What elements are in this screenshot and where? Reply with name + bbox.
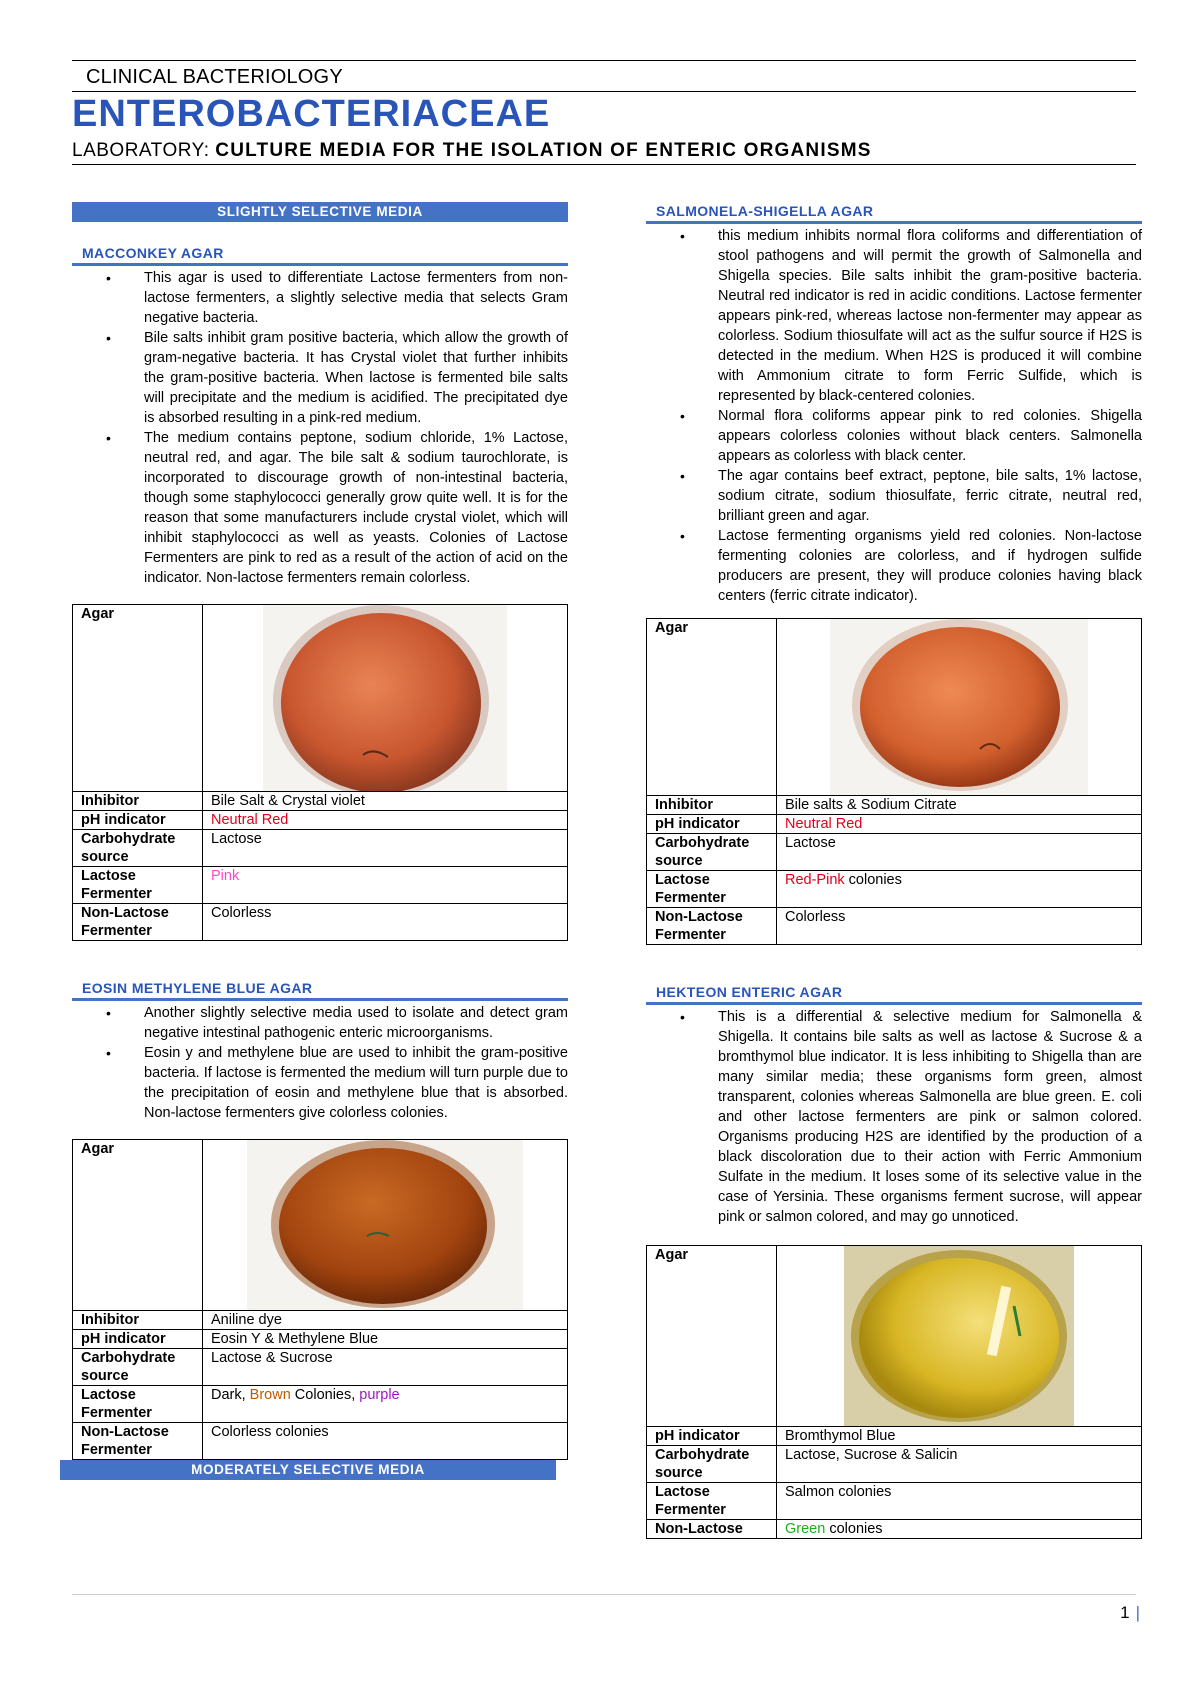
agar-label: Agar — [647, 619, 777, 796]
moderately-selective-bar: MODERATELY SELECTIVE MEDIA — [60, 1460, 556, 1480]
document-header — [72, 60, 1136, 165]
page-title: ENTEROBACTERIACEAE — [72, 93, 551, 135]
ss-table — [646, 618, 1142, 945]
inhibitor-label: Inhibitor — [73, 1311, 203, 1330]
page-number — [1120, 1603, 1140, 1623]
agar-label: Agar — [73, 605, 203, 792]
petri-dish-icon — [263, 605, 507, 791]
lab-title: CULTURE MEDIA FOR THE ISOLATION OF ENTERIC ORGANISMS — [215, 140, 872, 161]
macconkey-bullets — [72, 268, 568, 588]
macconkey-plate-image — [263, 605, 507, 791]
lactose-fermenter-label: Lactose Fermenter — [647, 871, 777, 908]
list-item: • Lactose fermenting organisms yield red colonies. Non-lactose fermenting colonies are colorless, and if hydrogen sulfide producers are present, they will produce colonies having black centers (ferric citrate indicator). — [718, 526, 1142, 606]
carbohydrate-value: Lactose & Sucrose — [203, 1349, 568, 1386]
list-item: • The agar contains beef extract, peptone, bile salts, 1% lactose, sodium citrate, sodium thiosulfate, ferric citrate, neutral red, brilliant green and agar. — [718, 466, 1142, 526]
lactose-fermenter-value: Dark, Brown Colonies, purple — [203, 1386, 568, 1423]
list-item: • Eosin y and methylene blue are used to inhibit the gram-positive bacteria. If lactose is fermented the medium will turn purple due to the precipitation of eosin and methylene blue that is absorbed. Non-lactose fermenters give colorless colonies. — [144, 1043, 568, 1123]
lactose-fermenter-value: Salmon colonies — [777, 1483, 1142, 1520]
page-number-separator: | — [1135, 1603, 1140, 1622]
emb-bullets — [72, 1003, 568, 1123]
inhibitor-value: Aniline dye — [203, 1311, 568, 1330]
lactose-fermenter-value: Red-Pink colonies — [777, 871, 1142, 908]
carbohydrate-value: Lactose, Sucrose & Salicin — [777, 1446, 1142, 1483]
carbohydrate-label: Carbohydrate source — [647, 834, 777, 871]
right-column — [646, 202, 1142, 1539]
list-item: • Another slightly selective media used to isolate and detect gram negative intestinal pathogenic enteric microorganisms. — [144, 1003, 568, 1043]
footer-rule — [72, 1594, 1136, 1595]
carbohydrate-label: Carbohydrate source — [647, 1446, 777, 1483]
slightly-selective-bar: SLIGHTLY SELECTIVE MEDIA — [72, 202, 568, 222]
emb-heading: EOSIN METHYLENE BLUE AGAR — [72, 979, 568, 1001]
list-item: • this medium inhibits normal flora coliforms and differentiation of stool pathogens and will permit the growth of Salmonella and Shigella species. Bile salts inhibit the gram-positive bacteria. Neutral red indicator is red in acidic conditions. Lactose fermenter appears pink-red, whereas lactose non-fermenter may appear as colorless. Sodium thiosulfate will act as the sulfur source if H2S is detected in the medium. When H2S is produced it will combine with Ammonium citrate to form Ferric Sulfide, which is represented by black-centered colonies. — [718, 226, 1142, 406]
ph-indicator-label: pH indicator — [647, 815, 777, 834]
lactose-fermenter-label: Lactose Fermenter — [73, 867, 203, 904]
hektoen-table — [646, 1245, 1142, 1539]
lab-prefix: LABORATORY: — [72, 140, 210, 161]
carbohydrate-label: Carbohydrate source — [73, 1349, 203, 1386]
hektoen-heading: HEKTEON ENTERIC AGAR — [646, 983, 1142, 1005]
ph-indicator-value: Bromthymol Blue — [777, 1427, 1142, 1446]
agar-label: Agar — [647, 1246, 777, 1427]
list-item: • Bile salts inhibit gram positive bacteria, which allow the growth of gram-negative bacteria. It has Crystal violet that further inhibits the gram-positive bacteria. When lactose is fermented bile salts will precipitate and the medium is acidified. The precipitated dye is absorbed resulting in a pink-red medium. — [144, 328, 568, 428]
ss-bullets — [646, 226, 1142, 606]
carbohydrate-value: Lactose — [777, 834, 1142, 871]
inhibitor-label: Inhibitor — [647, 796, 777, 815]
petri-dish-icon — [844, 1246, 1074, 1426]
inhibitor-value: Bile Salt & Crystal violet — [203, 792, 568, 811]
ph-indicator-label: pH indicator — [73, 1330, 203, 1349]
carbohydrate-value: Lactose — [203, 830, 568, 867]
lactose-fermenter-value: Pink — [203, 867, 568, 904]
non-lactose-value: Green colonies — [777, 1520, 1142, 1539]
hektoen-bullets — [646, 1007, 1142, 1227]
emb-table — [72, 1139, 568, 1460]
list-item: • The medium contains peptone, sodium chloride, 1% Lactose, neutral red, and agar. The bile salt & sodium taurochlorate, is incorporated to discourage growth of non-intestinal bacteria, though some staphylococci generally grow quite well. It is for the reason that some manufacturers include crystal violet, which will inhibit staphylococci as well as yeasts. Colonies of Lactose Fermenters are pink to red as a result of the action of acid on the indicator. Non-lactose fermenters remain colorless. — [144, 428, 568, 588]
non-lactose-fermenter-value: Colorless — [777, 908, 1142, 945]
ph-indicator-value: Neutral Red — [777, 815, 1142, 834]
non-lactose-fermenter-label: Non-Lactose Fermenter — [73, 904, 203, 941]
course-name: CLINICAL BACTERIOLOGY — [86, 66, 343, 88]
macconkey-heading: MACCONKEY AGAR — [72, 244, 568, 266]
emb-plate-image — [247, 1140, 523, 1310]
non-lactose-fermenter-label: Non-Lactose Fermenter — [73, 1423, 203, 1460]
header-bottom-rule — [72, 164, 1136, 165]
lab-subtitle — [72, 134, 1136, 164]
non-lactose-fermenter-label: Non-Lactose Fermenter — [647, 908, 777, 945]
inhibitor-label: Inhibitor — [73, 792, 203, 811]
list-item: • Normal flora coliforms appear pink to red colonies. Shigella appears colorless colonies without black centers. Salmonella appears as colorless with black center. — [718, 406, 1142, 466]
ph-indicator-label: pH indicator — [647, 1427, 777, 1446]
petri-dish-icon — [247, 1140, 523, 1310]
ss-plate-image — [830, 619, 1088, 795]
carbohydrate-label: Carbohydrate source — [73, 830, 203, 867]
inhibitor-value: Bile salts & Sodium Citrate — [777, 796, 1142, 815]
list-item: • This agar is used to differentiate Lactose fermenters from non-lactose fermenters, a slightly selective media that selects Gram negative bacteria. — [144, 268, 568, 328]
agar-label: Agar — [73, 1140, 203, 1311]
list-item: • This is a differential & selective medium for Salmonella & Shigella. It contains bile salts as well as lactose & Sucrose & a bromthymol blue indicator. It is less inhibiting to Shigella than are many similar media; these organisms form green, almost transparent, colonies whereas Salmonella are blue green. E. coli and other lactose fermenters are pink or salmon colored. Organisms producing H2S are identified by the production of a black discoloration due to their action with Ferric Ammonium Sulfate in the medium. It loses some of its selective value in the case of Yersinia. These organisms ferment sucrose, will appear pink or salmon colored, and may go unnoticed. — [718, 1007, 1142, 1227]
ph-indicator-value: Neutral Red — [203, 811, 568, 830]
lactose-fermenter-label: Lactose Fermenter — [647, 1483, 777, 1520]
macconkey-table — [72, 604, 568, 941]
lactose-fermenter-label: Lactose Fermenter — [73, 1386, 203, 1423]
non-lactose-label: Non-Lactose — [647, 1520, 777, 1539]
non-lactose-fermenter-value: Colorless — [203, 904, 568, 941]
ss-heading: SALMONELA-SHIGELLA AGAR — [646, 202, 1142, 224]
left-column — [72, 202, 568, 1480]
ph-indicator-value: Eosin Y & Methylene Blue — [203, 1330, 568, 1349]
ph-indicator-label: pH indicator — [73, 811, 203, 830]
non-lactose-fermenter-value: Colorless colonies — [203, 1423, 568, 1460]
hektoen-plate-image — [844, 1246, 1074, 1426]
petri-dish-icon — [830, 619, 1088, 795]
page-number-value: 1 — [1120, 1603, 1130, 1622]
